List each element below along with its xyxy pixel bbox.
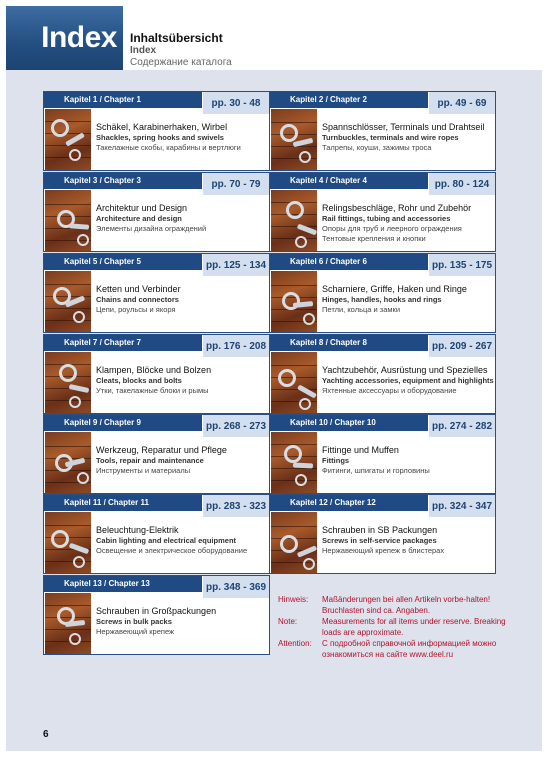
chapter-title-russian: Нержавеющий крепеж в блистерах <box>322 546 445 555</box>
chapter-product-photo <box>45 109 91 170</box>
note-hinweis <box>278 594 518 616</box>
chapter-title-russian: Освещение и электрическое оборудование <box>96 546 248 555</box>
chapter-title-german: Architektur und Design <box>96 203 188 213</box>
chapter-product-photo <box>271 512 317 573</box>
chapter-product-photo <box>45 352 91 413</box>
note-attention <box>278 638 518 660</box>
chapter-card[interactable] <box>43 253 270 333</box>
title-german: Inhaltsübersicht <box>130 31 223 45</box>
chapter-description <box>322 445 495 476</box>
chapter-page-range[interactable]: pp. 209 - 267 <box>428 335 495 357</box>
chapter-title-german: Schrauben in Großpackungen <box>96 606 217 616</box>
chapter-card[interactable] <box>43 414 270 494</box>
chapter-card[interactable] <box>43 494 270 574</box>
chapter-title-russian: Фитинги, шпигаты и горловины <box>322 466 430 475</box>
chapter-title-english: Chains and connectors <box>96 295 179 304</box>
notes-block <box>278 594 518 660</box>
chapter-page-range[interactable]: pp. 348 - 369 <box>202 576 269 598</box>
chapter-product-photo <box>271 432 317 493</box>
index-tab <box>6 6 123 70</box>
chapter-title-russian: Опоры для труб и леерного ограждения <box>322 224 462 233</box>
chapter-description <box>322 203 495 244</box>
chapter-page-range[interactable]: pp. 70 - 79 <box>202 173 269 195</box>
chapter-title-english: Cabin lighting and electrical equipment <box>96 536 237 545</box>
chapter-page-range[interactable]: pp. 274 - 282 <box>428 415 495 437</box>
note-text: Maßänderungen bei allen Artikeln vorbe-halten! Bruchlasten sind ca. Angaben. <box>322 595 491 615</box>
chapter-title-russian: Яхтенные аксессуары и оборудование <box>322 386 457 395</box>
chapter-description <box>96 365 269 396</box>
chapter-title-german: Spannschlösser, Terminals und Drahtseil <box>322 122 485 132</box>
chapter-title-english: Fittings <box>322 456 350 465</box>
index-tab-label: Index <box>41 21 117 54</box>
chapter-product-photo <box>271 109 317 170</box>
chapter-page-range[interactable]: pp. 49 - 69 <box>428 92 495 114</box>
title-english: Index <box>130 45 157 56</box>
chapter-title-english: Turnbuckles, terminals and wire ropes <box>322 133 459 142</box>
chapter-title-german: Schrauben in SB Packungen <box>322 525 438 535</box>
chapter-description <box>96 525 269 556</box>
chapter-description <box>322 122 495 153</box>
chapter-product-photo <box>45 271 91 332</box>
chapter-title-english: Tools, repair and maintenance <box>96 456 204 465</box>
chapter-description <box>96 445 269 476</box>
chapter-title-english: Shackles, spring hooks and swivels <box>96 133 224 142</box>
chapter-title-german: Schäkel, Karabinerhaken, Wirbel <box>96 122 228 132</box>
note-text: С подробной справочной информацией можно ознакомиться на сайте www.deel.ru <box>322 639 497 659</box>
chapter-product-photo <box>45 432 91 493</box>
chapter-title-german: Ketten und Verbinder <box>96 284 181 294</box>
note-label: Note: <box>278 617 298 626</box>
chapter-title-english: Cleats, blocks and bolts <box>96 376 182 385</box>
chapter-label: Kapitel 10 / Chapter 10 <box>290 418 376 427</box>
chapter-label: Kapitel 9 / Chapter 9 <box>64 418 141 427</box>
chapter-label: Kapitel 1 / Chapter 1 <box>64 95 141 104</box>
chapter-title-english: Yachting accessories, equipment and highlights <box>322 376 494 385</box>
chapter-title-russian: Такелажные скобы, карабины и вертлюги <box>96 143 241 152</box>
chapter-title-german: Fittinge und Muffen <box>322 445 399 455</box>
chapter-card[interactable] <box>43 334 270 414</box>
chapter-product-photo <box>45 190 91 251</box>
chapter-label: Kapitel 13 / Chapter 13 <box>64 579 150 588</box>
note-note <box>278 616 518 638</box>
note-text: Measurements for all items under reserve. Breaking loads are approximate. <box>322 617 506 637</box>
chapter-label: Kapitel 7 / Chapter 7 <box>64 338 141 347</box>
chapter-title-russian-extra: Тентовые крепления и кнопки <box>322 234 426 243</box>
chapter-page-range[interactable]: pp. 30 - 48 <box>202 92 269 114</box>
title-russian: Содержание каталога <box>130 57 232 68</box>
chapter-description <box>322 365 495 396</box>
chapter-label: Kapitel 12 / Chapter 12 <box>290 498 376 507</box>
chapter-card[interactable] <box>269 253 496 333</box>
chapter-description <box>322 525 495 556</box>
chapter-product-photo <box>271 352 317 413</box>
page-number: 6 <box>43 729 49 740</box>
page-header <box>6 6 542 70</box>
chapter-title-russian: Талрепы, коуши, зажимы троса <box>322 143 432 152</box>
chapter-product-photo <box>45 512 91 573</box>
chapter-description <box>96 122 269 153</box>
chapter-title-german: Klampen, Blöcke und Bolzen <box>96 365 212 375</box>
chapter-description <box>322 284 495 315</box>
chapter-card[interactable] <box>43 172 270 252</box>
chapter-label: Kapitel 3 / Chapter 3 <box>64 176 141 185</box>
chapter-card[interactable] <box>269 334 496 414</box>
chapter-title-german: Scharniere, Griffe, Haken und Ringe <box>322 284 467 294</box>
chapter-description <box>96 203 269 234</box>
chapter-title-russian: Нержавеющий крепеж <box>96 627 175 636</box>
chapter-product-photo <box>271 190 317 251</box>
chapter-title-german: Werkzeug, Reparatur und Pflege <box>96 445 227 455</box>
chapter-title-russian: Элементы дизайна ограждений <box>96 224 207 233</box>
chapter-label: Kapitel 4 / Chapter 4 <box>290 176 367 185</box>
chapter-label: Kapitel 6 / Chapter 6 <box>290 257 367 266</box>
chapter-label: Kapitel 5 / Chapter 5 <box>64 257 141 266</box>
chapter-title-russian: Инструменты и материалы <box>96 466 191 475</box>
chapter-card[interactable] <box>43 575 270 655</box>
chapter-product-photo <box>45 593 91 654</box>
chapter-title-russian: Петли, кольца и замки <box>322 305 401 314</box>
chapter-page-range[interactable]: pp. 135 - 175 <box>428 254 495 276</box>
chapter-page-range[interactable]: pp. 283 - 323 <box>202 495 269 517</box>
chapter-title-english: Hinges, handles, hooks and rings <box>322 295 442 304</box>
chapter-page-range[interactable]: pp. 324 - 347 <box>428 495 495 517</box>
chapter-description <box>96 606 269 637</box>
catalog-page <box>6 6 542 751</box>
chapter-page-range[interactable]: pp. 176 - 208 <box>202 335 269 357</box>
chapter-description <box>96 284 269 315</box>
chapter-title-german: Relingsbeschläge, Rohr und Zubehör <box>322 203 472 213</box>
header-titles <box>130 32 232 69</box>
chapter-card[interactable] <box>269 172 496 252</box>
chapter-card[interactable] <box>269 91 496 171</box>
chapter-page-range[interactable]: pp. 125 - 134 <box>202 254 269 276</box>
chapter-card[interactable] <box>269 414 496 494</box>
note-label: Hinweis: <box>278 595 309 604</box>
chapter-product-photo <box>271 271 317 332</box>
chapter-title-english: Screws in self-service packages <box>322 536 437 545</box>
note-label: Attention: <box>278 639 312 648</box>
chapter-label: Kapitel 2 / Chapter 2 <box>290 95 367 104</box>
chapter-title-russian: Утки, такелажные блоки и рымы <box>96 386 209 395</box>
chapter-card[interactable] <box>269 494 496 574</box>
chapter-title-english: Screws in bulk packs <box>96 617 172 626</box>
chapter-label: Kapitel 8 / Chapter 8 <box>290 338 367 347</box>
chapter-title-english: Architecture and design <box>96 214 182 223</box>
chapter-title-russian: Цепи, роульсы и якоря <box>96 305 176 314</box>
chapter-page-range[interactable]: pp. 80 - 124 <box>428 173 495 195</box>
chapter-label: Kapitel 11 / Chapter 11 <box>64 498 149 507</box>
chapter-page-range[interactable]: pp. 268 - 273 <box>202 415 269 437</box>
chapter-title-english: Rail fittings, tubing and accessories <box>322 214 451 223</box>
chapter-title-german: Yachtzubehör, Ausrüstung und Spezielles <box>322 365 488 375</box>
chapter-title-german: Beleuchtung-Elektrik <box>96 525 179 535</box>
chapter-card[interactable] <box>43 91 270 171</box>
